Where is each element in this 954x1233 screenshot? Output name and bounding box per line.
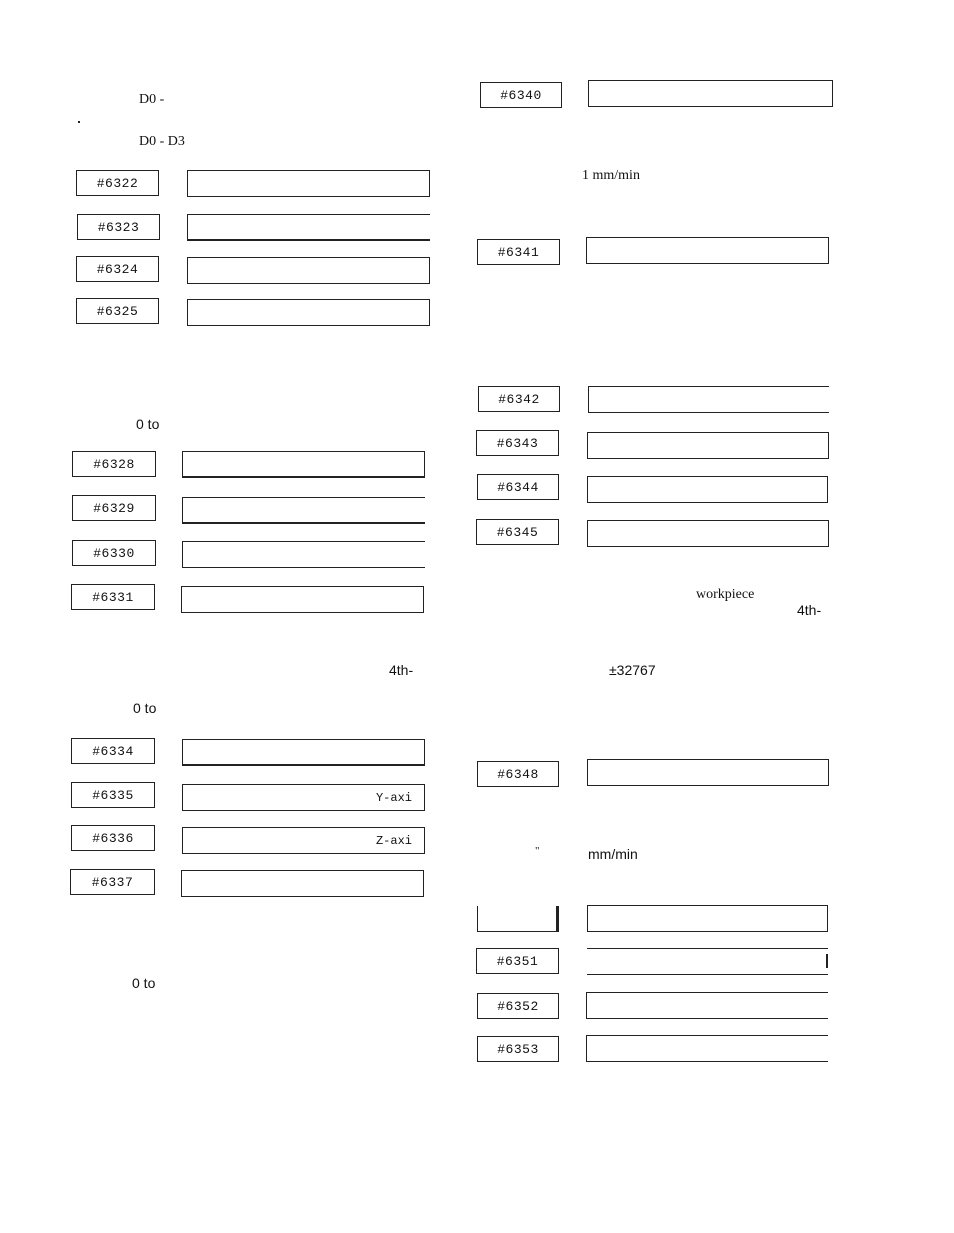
param-field-6353[interactable] <box>586 1035 828 1062</box>
param-label-6325: #6325 <box>76 298 159 324</box>
param-field-6329[interactable] <box>182 497 425 524</box>
param-label-6342: #6342 <box>478 386 560 412</box>
param-field-blank[interactable] <box>587 905 828 932</box>
param-label-6334: #6334 <box>71 738 155 764</box>
text-range-1: 0 to <box>136 416 160 432</box>
param-label-blank <box>477 906 559 932</box>
param-field-6325[interactable] <box>187 299 430 326</box>
param-label-6343: #6343 <box>476 430 559 456</box>
param-label-6328: #6328 <box>72 451 156 477</box>
param-field-6334[interactable] <box>182 739 425 766</box>
param-label-6329: #6329 <box>72 495 156 521</box>
param-field-6348[interactable] <box>587 759 829 786</box>
text-range-limit: ±32767 <box>609 662 656 678</box>
param-label-6323: #6323 <box>77 214 160 240</box>
param-field-6330[interactable] <box>182 541 425 568</box>
text-feed-rate: 1 mm/min <box>582 168 640 183</box>
param-label-6335: #6335 <box>71 782 155 808</box>
param-field-6340[interactable] <box>588 80 833 107</box>
text-d0: D0 - <box>139 92 165 107</box>
param-field-6335[interactable]: Y-axi <box>182 784 425 811</box>
param-field-6342[interactable] <box>588 386 829 413</box>
text-4th-axis-right: 4th- <box>797 602 822 618</box>
dot-mark <box>78 121 80 123</box>
param-label-6336: #6336 <box>71 825 155 851</box>
param-field-6336[interactable]: Z-axi <box>182 827 425 854</box>
text-d0-d3: D0 - D3 <box>139 134 185 149</box>
param-field-6324[interactable] <box>187 257 430 284</box>
text-workpiece: workpiece <box>696 587 755 602</box>
param-field-6328[interactable] <box>182 451 425 478</box>
param-field-6345[interactable] <box>587 520 829 547</box>
text-unit-mm-min: mm/min <box>588 846 638 862</box>
param-field-6352[interactable] <box>586 992 828 1019</box>
param-field-6331[interactable] <box>181 586 424 613</box>
param-label-6348: #6348 <box>477 761 559 787</box>
param-field-6343[interactable] <box>587 432 829 459</box>
param-field-6322[interactable] <box>187 170 430 197</box>
param-label-6340: #6340 <box>480 82 562 108</box>
text-ditto-mark: " <box>535 845 540 857</box>
text-4th-axis-left: 4th- <box>389 662 414 678</box>
param-label-6341: #6341 <box>477 239 560 265</box>
param-field-6344[interactable] <box>587 476 828 503</box>
param-label-6345: #6345 <box>476 519 559 545</box>
param-field-6337[interactable] <box>181 870 424 897</box>
param-label-6322: #6322 <box>76 170 159 196</box>
param-label-6331: #6331 <box>71 584 155 610</box>
param-label-6352: #6352 <box>477 993 559 1019</box>
param-field-6351[interactable] <box>587 948 828 975</box>
param-label-6353: #6353 <box>477 1036 559 1062</box>
text-range-3: 0 to <box>132 975 156 991</box>
param-label-6324: #6324 <box>76 256 159 282</box>
param-field-6341[interactable] <box>586 237 829 264</box>
param-label-6344: #6344 <box>477 474 559 500</box>
param-label-6330: #6330 <box>72 540 156 566</box>
param-field-6323[interactable] <box>187 214 430 241</box>
field-edge-mark <box>826 954 828 968</box>
param-label-6337: #6337 <box>70 869 155 895</box>
text-range-2: 0 to <box>133 700 157 716</box>
param-label-6351: #6351 <box>476 948 559 974</box>
